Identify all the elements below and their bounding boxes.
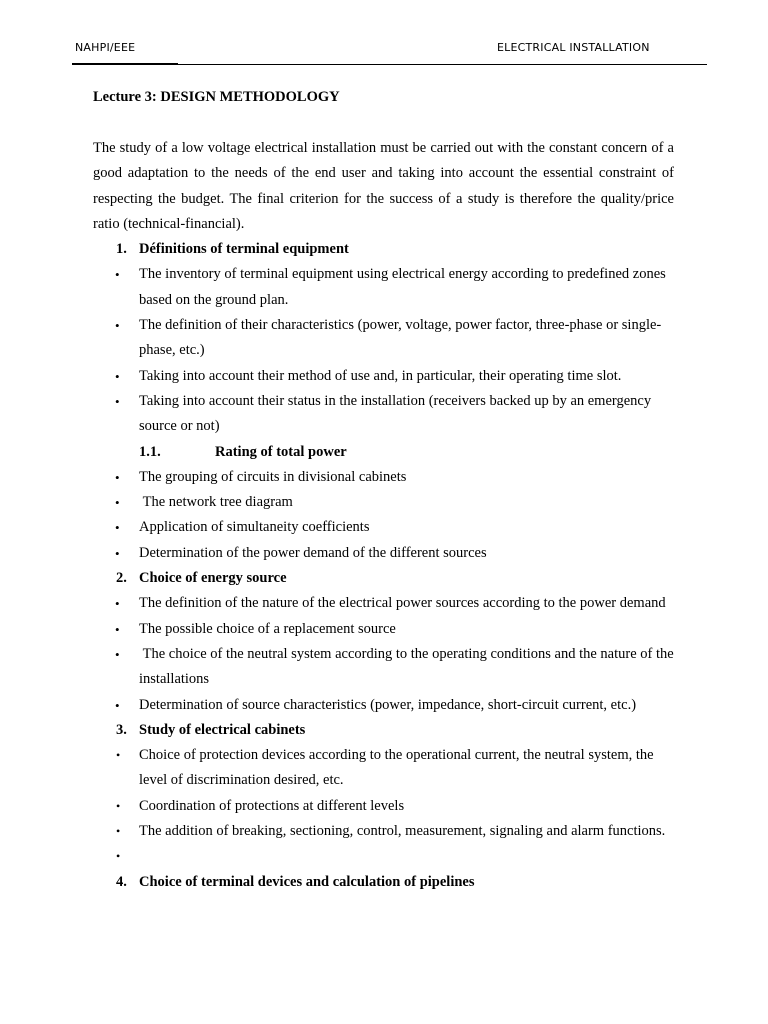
subsection-title: Rating of total power bbox=[215, 443, 347, 460]
list-item bbox=[93, 389, 674, 440]
bullet-icon: • bbox=[116, 798, 121, 813]
section-heading bbox=[93, 870, 674, 895]
list-item-text: The inventory of terminal equipment using electrical energy according to predefined zones based on the ground plan. bbox=[139, 266, 670, 308]
intro-paragraph: The study of a low voltage electrical installation must be carried out with the constant concern of a good adaptation to the needs of the end user and taking into account the essential constraint of respecting the budget. The final criterion for the success of a study is therefore the quality/price ratio (technical-financial). bbox=[93, 140, 674, 232]
subsection-heading bbox=[93, 440, 674, 465]
header-rule bbox=[72, 64, 707, 65]
list-item bbox=[93, 819, 674, 844]
header-left-text: NAHPI/EEE bbox=[75, 41, 136, 54]
section-title: Choice of energy source bbox=[139, 570, 287, 587]
list-item-text: The choice of the neutral system according to the operating conditions and the nature of the installations bbox=[139, 645, 678, 688]
bullet-icon: • bbox=[115, 621, 120, 637]
list-item bbox=[93, 262, 674, 313]
bullet-icon: • bbox=[115, 469, 120, 485]
list-item bbox=[93, 591, 674, 616]
list-item-text: The possible choice of a replacement source bbox=[139, 620, 396, 637]
bullet-icon: • bbox=[116, 824, 121, 839]
bullet-icon: • bbox=[115, 495, 120, 511]
list-item-text: Application of simultaneity coefficients bbox=[139, 519, 370, 536]
bullet-icon: • bbox=[115, 267, 120, 283]
list-item-text: The network tree diagram bbox=[139, 494, 293, 511]
bullet-icon: • bbox=[116, 748, 121, 763]
list-item bbox=[93, 364, 674, 389]
bullet-icon: • bbox=[115, 646, 120, 662]
subsection-number: 1.1. bbox=[139, 443, 161, 460]
section-title: Study of electrical cabinets bbox=[139, 721, 306, 738]
bullet-icon: • bbox=[115, 545, 120, 561]
list-item-text: Choice of protection devices according to the operational current, the neutral system, the level of discrimination desired, etc. bbox=[139, 747, 658, 789]
list-item bbox=[93, 465, 674, 490]
bullet-icon: • bbox=[115, 697, 120, 713]
list-item-text: The definition of the nature of the electrical power sources according to the power demand bbox=[139, 595, 666, 612]
section-heading bbox=[93, 718, 674, 743]
section-number: 3. bbox=[116, 721, 127, 738]
list-item bbox=[93, 844, 674, 869]
outline-list bbox=[93, 237, 678, 895]
header-right-text: ELECTRICAL INSTALLATION bbox=[497, 41, 650, 54]
section-heading bbox=[93, 237, 674, 262]
section-title: Définitions of terminal equipment bbox=[139, 241, 349, 258]
list-item-text: The grouping of circuits in divisional cabinets bbox=[139, 468, 407, 485]
document-body bbox=[93, 86, 678, 895]
section-number: 4. bbox=[116, 873, 127, 890]
list-item-text: Taking into account their method of use and, in particular, their operating time slot. bbox=[139, 367, 622, 384]
bullet-icon: • bbox=[115, 596, 120, 612]
list-item-text: The addition of breaking, sectioning, control, measurement, signaling and alarm functions. bbox=[139, 823, 666, 840]
list-item bbox=[93, 743, 674, 794]
bullet-icon: • bbox=[115, 393, 120, 409]
list-item bbox=[93, 794, 674, 819]
list-item-text: The definition of their characteristics (power, voltage, power factor, three-phase or single-phase, etc.) bbox=[139, 317, 662, 359]
section-number: 1. bbox=[116, 241, 127, 258]
list-item bbox=[93, 515, 674, 540]
list-item bbox=[93, 693, 674, 718]
bullet-icon: • bbox=[115, 520, 120, 536]
bullet-icon: • bbox=[115, 368, 120, 384]
list-item-text: Taking into account their status in the installation (receivers backed up by an emergency source or not) bbox=[139, 392, 655, 435]
list-item bbox=[93, 642, 678, 693]
lecture-title: Lecture 3: DESIGN METHODOLOGY bbox=[93, 89, 340, 105]
list-item bbox=[93, 313, 674, 364]
list-item-text: Coordination of protections at different levels bbox=[139, 797, 405, 814]
bullet-icon: • bbox=[115, 318, 120, 334]
section-title: Choice of terminal devices and calculation of pipelines bbox=[139, 873, 475, 890]
bullet-icon: • bbox=[116, 849, 121, 864]
list-item-text: Determination of the power demand of the different sources bbox=[139, 544, 487, 561]
list-item bbox=[93, 617, 674, 642]
list-item bbox=[93, 541, 674, 566]
section-number: 2. bbox=[116, 570, 127, 587]
list-item-text: Determination of source characteristics (power, impedance, short-circuit current, etc.) bbox=[139, 696, 637, 713]
list-item bbox=[93, 490, 674, 515]
section-heading bbox=[93, 566, 674, 591]
